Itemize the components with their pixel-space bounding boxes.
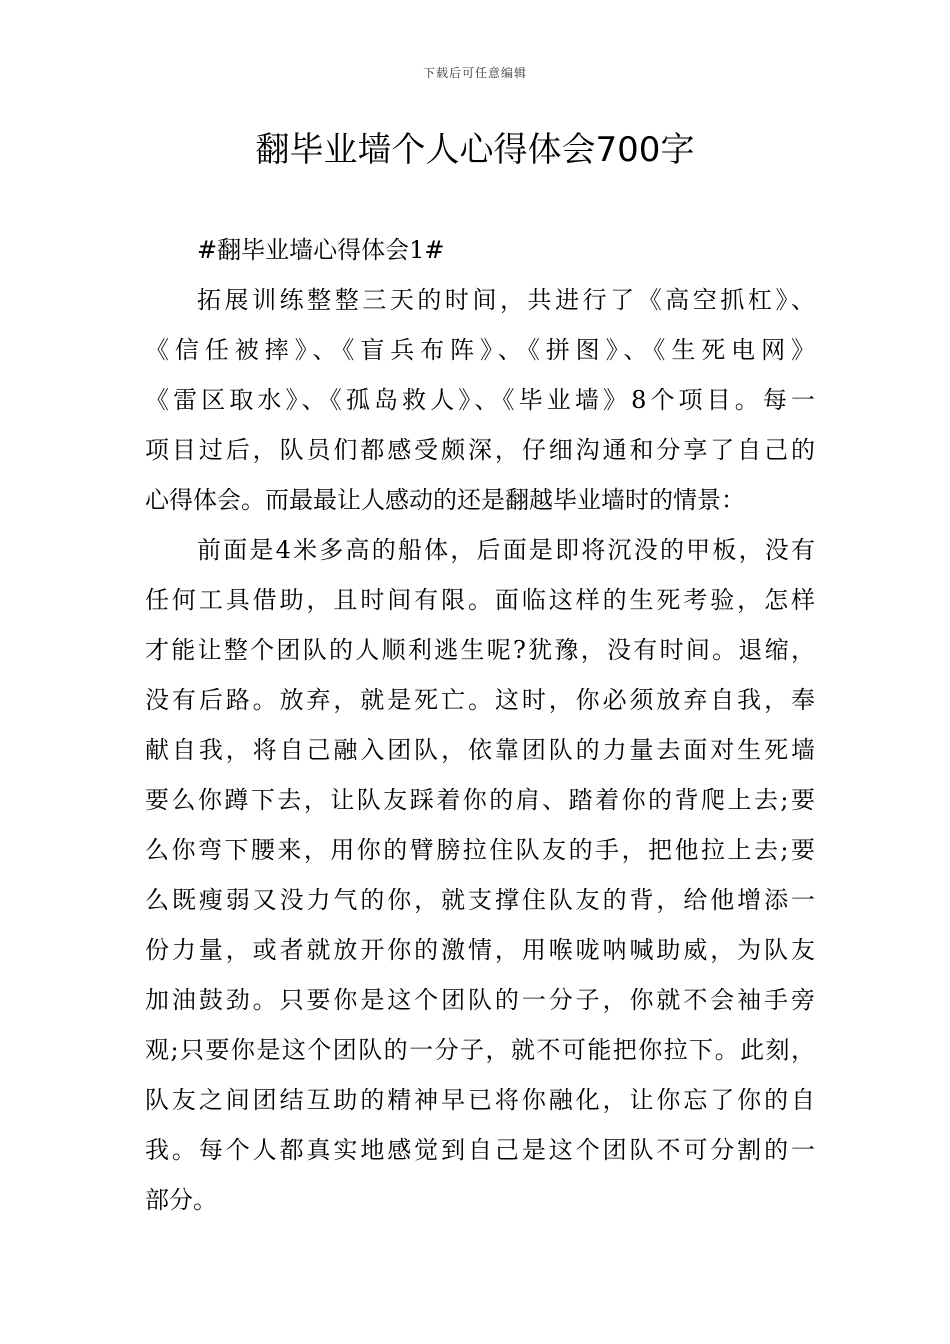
paragraph-line: 观;只要你是这个团队的一分子，就不可能把你拉下。此刻， (145, 1036, 815, 1064)
header-note: 下载后可任意编辑 (422, 66, 527, 80)
section-heading: #翻毕业墙心得体会1# (197, 236, 445, 264)
paragraph-line: 任何工具借助，且时间有限。面临这样的生死考验，怎样 (145, 586, 815, 614)
paragraph-line: 么既瘦弱又没力气的你，就支撑住队友的背，给他增添一 (145, 886, 815, 914)
paragraph-line: 我。每个人都真实地感觉到自己是这个团队不可分割的一 (145, 1136, 815, 1164)
paragraph-line: 队友之间团结互助的精神早已将你融化，让你忘了你的自 (145, 1086, 815, 1114)
paragraph-line: 么你弯下腰来，用你的臂膀拉住队友的手，把他拉上去;要 (145, 836, 815, 864)
document-body (145, 225, 815, 1225)
paragraph-line: 才能让整个团队的人顺利逃生呢?犹豫，没有时间。退缩， (145, 636, 815, 664)
paragraph-line: 心得体会。而最最让人感动的还是翻越毕业墙时的情景： (145, 486, 745, 514)
paragraph-line: 《信任被摔》、《盲兵布阵》、《拼图》、《生死电网》 (145, 336, 815, 364)
paragraph-line: 《雷区取水》、《孤岛救人》、《毕业墙》8个项目。每一 (145, 386, 815, 414)
document-title: 翻毕业墙个人心得体会700字 (255, 130, 695, 170)
paragraph-line: 前面是4米多高的船体，后面是即将沉没的甲板，没有 (197, 536, 815, 564)
paragraph-line: 加油鼓劲。只要你是这个团队的一分子，你就不会袖手旁 (145, 986, 815, 1014)
paragraph-line: 份力量，或者就放开你的激情，用喉咙呐喊助威，为队友 (145, 936, 815, 964)
paragraph-line: 没有后路。放弃，就是死亡。这时，你必须放弃自我，奉 (145, 686, 815, 714)
paragraph-line: 要么你蹲下去，让队友踩着你的肩、踏着你的背爬上去;要 (145, 786, 815, 814)
paragraph-line: 部分。 (145, 1186, 217, 1214)
paragraph-line: 拓展训练整整三天的时间，共进行了《高空抓杠》、 (197, 286, 815, 314)
paragraph-line: 献自我，将自己融入团队，依靠团队的力量去面对生死墙 (145, 736, 815, 764)
paragraph-line: 项目过后，队员们都感受颇深，仔细沟通和分享了自己的 (145, 436, 815, 464)
